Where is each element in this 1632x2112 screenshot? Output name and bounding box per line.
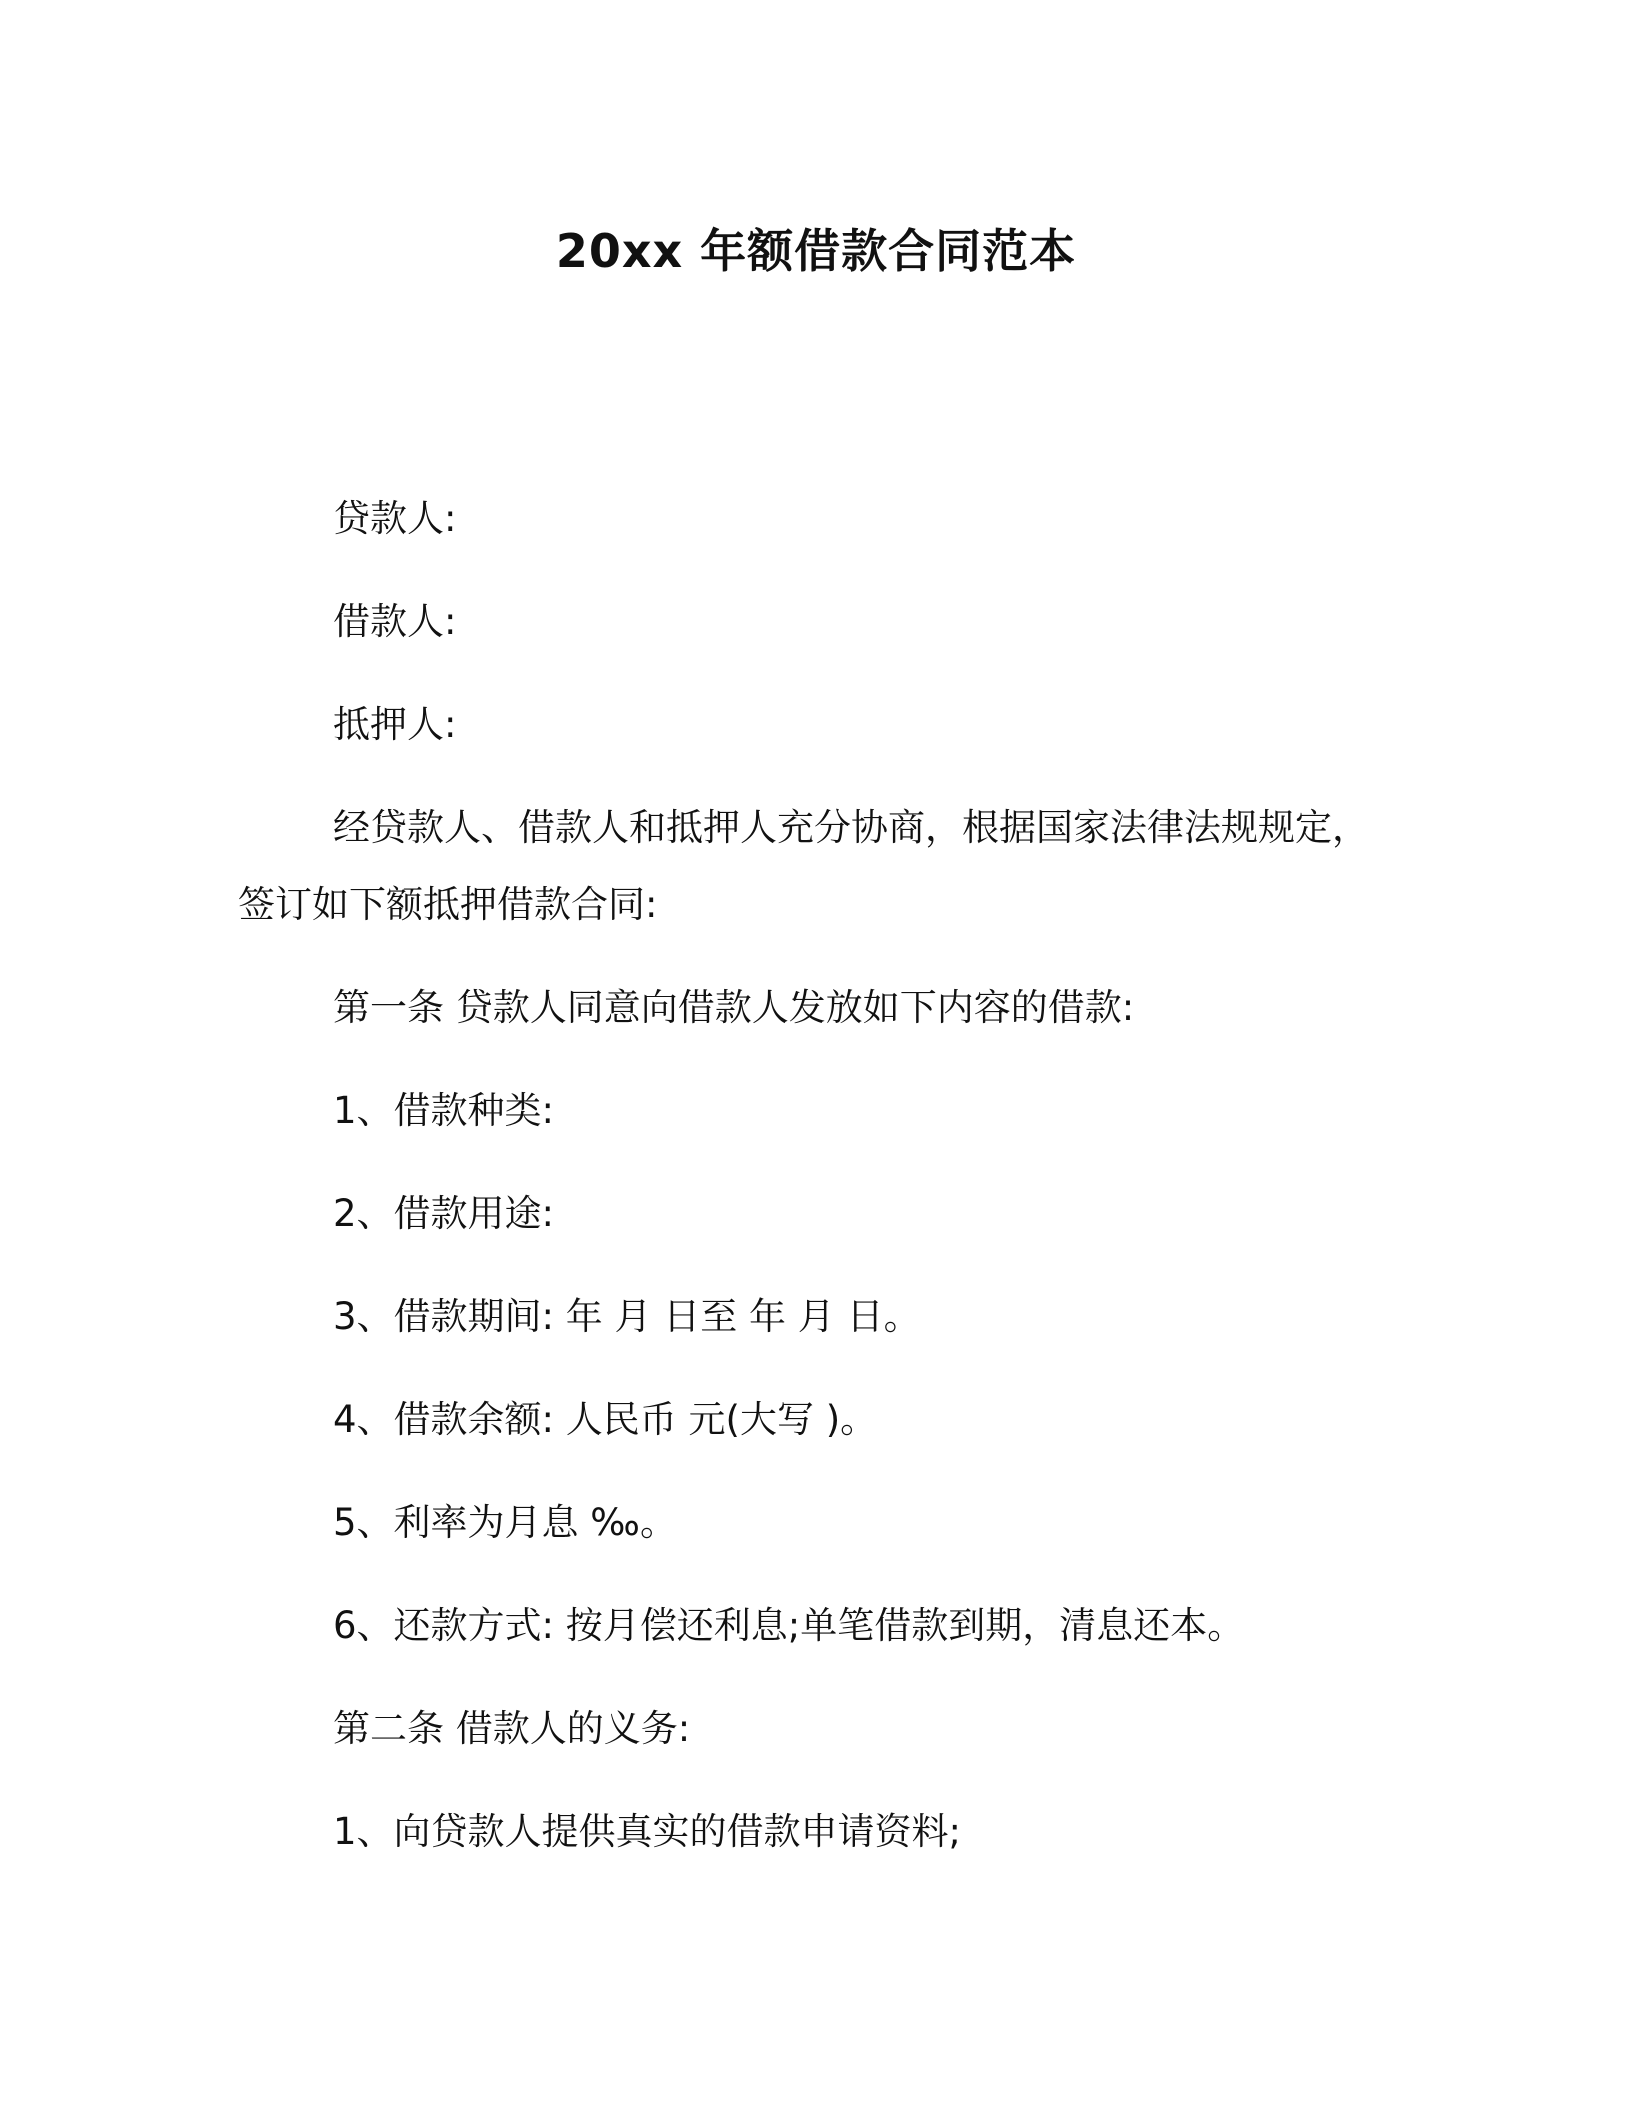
preamble-line-2: 签订如下额抵押借款合同: <box>238 883 658 926</box>
preamble-line-1: 经贷款人、借款人和抵押人充分协商，根据国家法律法规规定， <box>333 806 1369 849</box>
loan-purpose-item: 2、借款用途: <box>333 1192 555 1235</box>
interest-rate-item: 5、利率为月息 ‰。 <box>333 1501 677 1544</box>
loan-period-item: 3、借款期间: 年 月 日至 年 月 日。 <box>333 1295 921 1338</box>
repayment-method-item: 6、还款方式: 按月偿还利息;单笔借款到期，清息还本。 <box>333 1604 1245 1647</box>
article-2-heading: 第二条 借款人的义务: <box>333 1707 691 1750</box>
obligation-item-1: 1、向贷款人提供真实的借款申请资料; <box>333 1810 962 1853</box>
mortgagor-line: 抵押人: <box>333 703 457 746</box>
loan-type-item: 1、借款种类: <box>333 1089 555 1132</box>
article-1-heading: 第一条 贷款人同意向借款人发放如下内容的借款: <box>333 986 1135 1029</box>
loan-balance-item: 4、借款余额: 人民币 元(大写 )。 <box>333 1398 878 1441</box>
document-title: 20xx 年额借款合同范本 <box>555 224 1077 278</box>
lender-line: 贷款人: <box>333 497 457 540</box>
borrower-line: 借款人: <box>333 600 457 643</box>
